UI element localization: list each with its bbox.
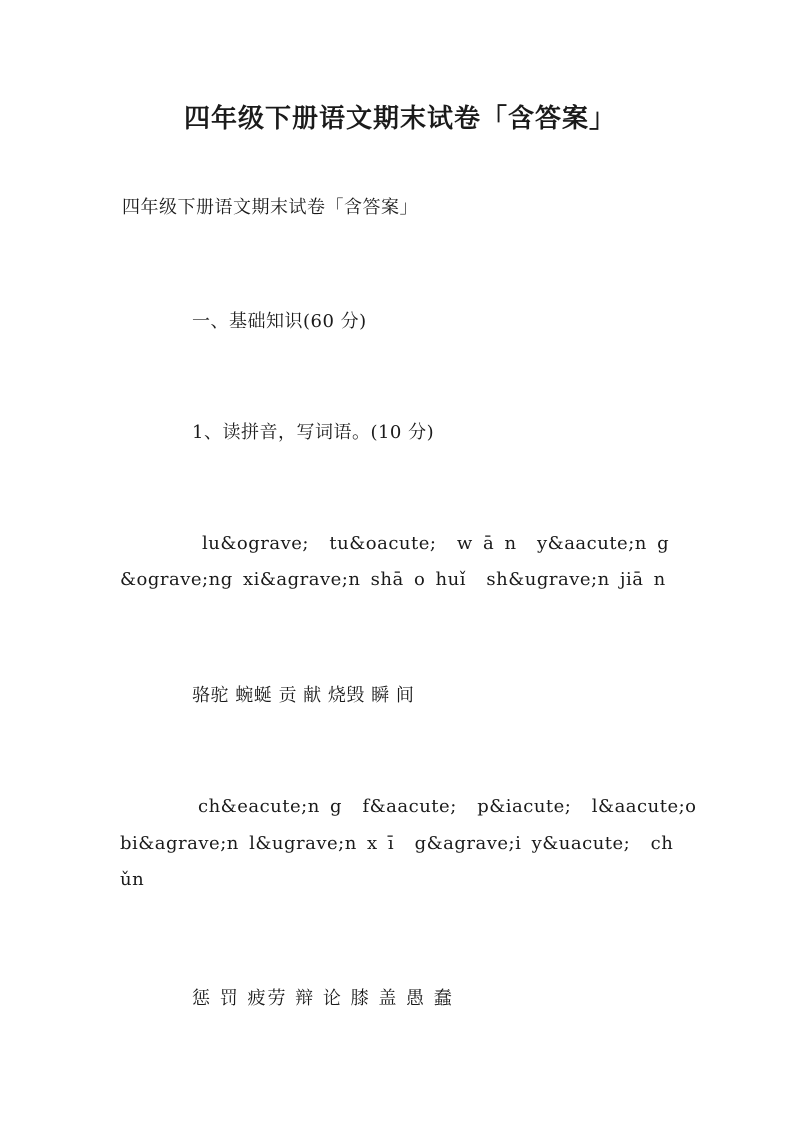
section-heading: 一、基础知识(60 分) [192,311,367,332]
answer-words: 惩 罚 疲劳 辩 论 膝 盖 愚 蠢 [192,988,454,1009]
answer-words: 骆驼 蜿蜒 贡 献 烧毁 瞬 间 [192,685,415,706]
pinyin-line: lu&ograve; tu&oacute; w ā n y&aacute;n g [202,533,670,554]
pinyin-line: &ograve;ng xi&agrave;n shā o huǐ sh&ugrave;n jiā n [120,569,666,590]
pinyin-line: bi&agrave;n l&ugrave;n x ī g&agrave;i y&uacute; ch [120,833,674,854]
question-1-prompt: 1、读拼音，写词语。(10 分) [192,422,435,443]
document-subtitle: 四年级下册语文期末试卷「含答案」 [122,197,418,218]
document-title: 四年级下册语文期末试卷「含答案」 [183,104,616,134]
pinyin-line: ch&eacute;n g f&aacute; p&iacute; l&aacute;o [198,796,697,817]
pinyin-line: ǔn [120,869,145,890]
